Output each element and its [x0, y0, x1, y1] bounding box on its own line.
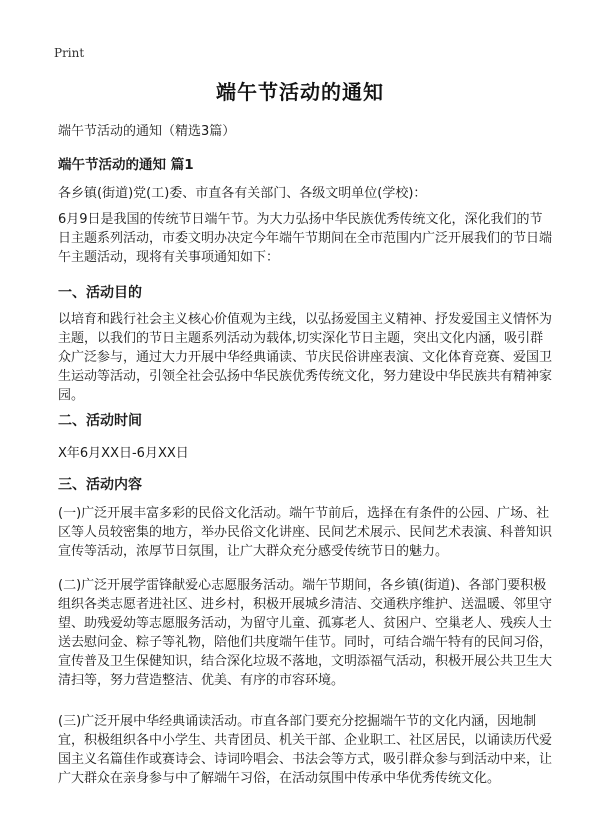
- content-item-2: (二)广泛开展学雷锋献爱心志愿服务活动。端午节期间，各乡镇(街道)、各部门要积极组织各类志愿者进社区、进乡村，积极开展城乡清洁、交通秩序维护、送温暖、邻里守望、助残爱幼等志愿服务活动，为留守儿童、孤寡老人、贫困户、空巢老人、残疾人士送去慰问金、粽子等礼物，陪他们共度端午佳节。同时，可结合端午特有的民间习俗，宣传普及卫生保健知识，结合深化垃圾不落地，文明添福气活动，积极开展公共卫生大清扫等，努力营造整洁、优美、有序的市容环境。: [58, 578, 553, 688]
- document-subtitle: 端午节活动的通知（精选3篇）: [58, 124, 236, 139]
- content-item-1: (一)广泛开展丰富多彩的民俗文化活动。端午节前后，选择在有条件的公园、广场、社区等人员较密集的地方，举办民俗文化讲座、民间艺术展示、民间艺术表演、科普知识宣传等活动，浓厚节日氛围，让广大群众充分感受传统节日的魅力。: [58, 506, 553, 559]
- section-heading-content: 三、活动内容: [58, 477, 142, 493]
- section-heading-time: 二、活动时间: [58, 413, 142, 429]
- print-label: Print: [54, 46, 85, 60]
- intro-paragraph: 6月9日是我国的传统节日端午节。为大力弘扬中华民族优秀传统文化，深化我们的节日主题系列活动，市委文明办决定今年端午节期间在全市范围内广泛开展我们的节日端午主题活动，现将有关事项通知如下：: [58, 212, 553, 265]
- article-heading: 端午节活动的通知 篇1: [58, 157, 194, 173]
- section-heading-purpose: 一、活动目的: [58, 285, 142, 301]
- activity-date-range: X年6月XX日-6月XX日: [58, 446, 189, 461]
- salutation: 各乡镇(街道)党(工)委、市直各有关部门、各级文明单位(学校)：: [58, 186, 427, 201]
- content-item-3: (三)广泛开展中华经典诵读活动。市直各部门要充分挖掘端午节的文化内涵，因地制宜，积极组织各中小学生、共青团员、机关干部、企业职工、社区居民，以诵读历代爱国主义名篇佳作或赛诗会、诗词吟唱会、书法会等方式，吸引群众参与到活动中来，让广大群众在亲身参与中了解端午习俗，在活动氛围中传承中华优秀传统文化。: [58, 714, 553, 786]
- document-title: 端午节活动的通知: [216, 80, 384, 104]
- purpose-paragraph: 以培育和践行社会主义核心价值观为主线，以弘扬爱国主义精神、抒发爱国主义情怀为主题，以我们的节日主题系列活动为载体,切实深化节日主题，突出文化内涵，吸引群众广泛参与，通过大力开展中华经典诵读、节庆民俗讲座表演、文化体育竞赛、爱国卫生运动等活动，引领全社会弘扬中华民族优秀传统文化，努力建设中华民族共有精神家园。: [58, 312, 553, 403]
